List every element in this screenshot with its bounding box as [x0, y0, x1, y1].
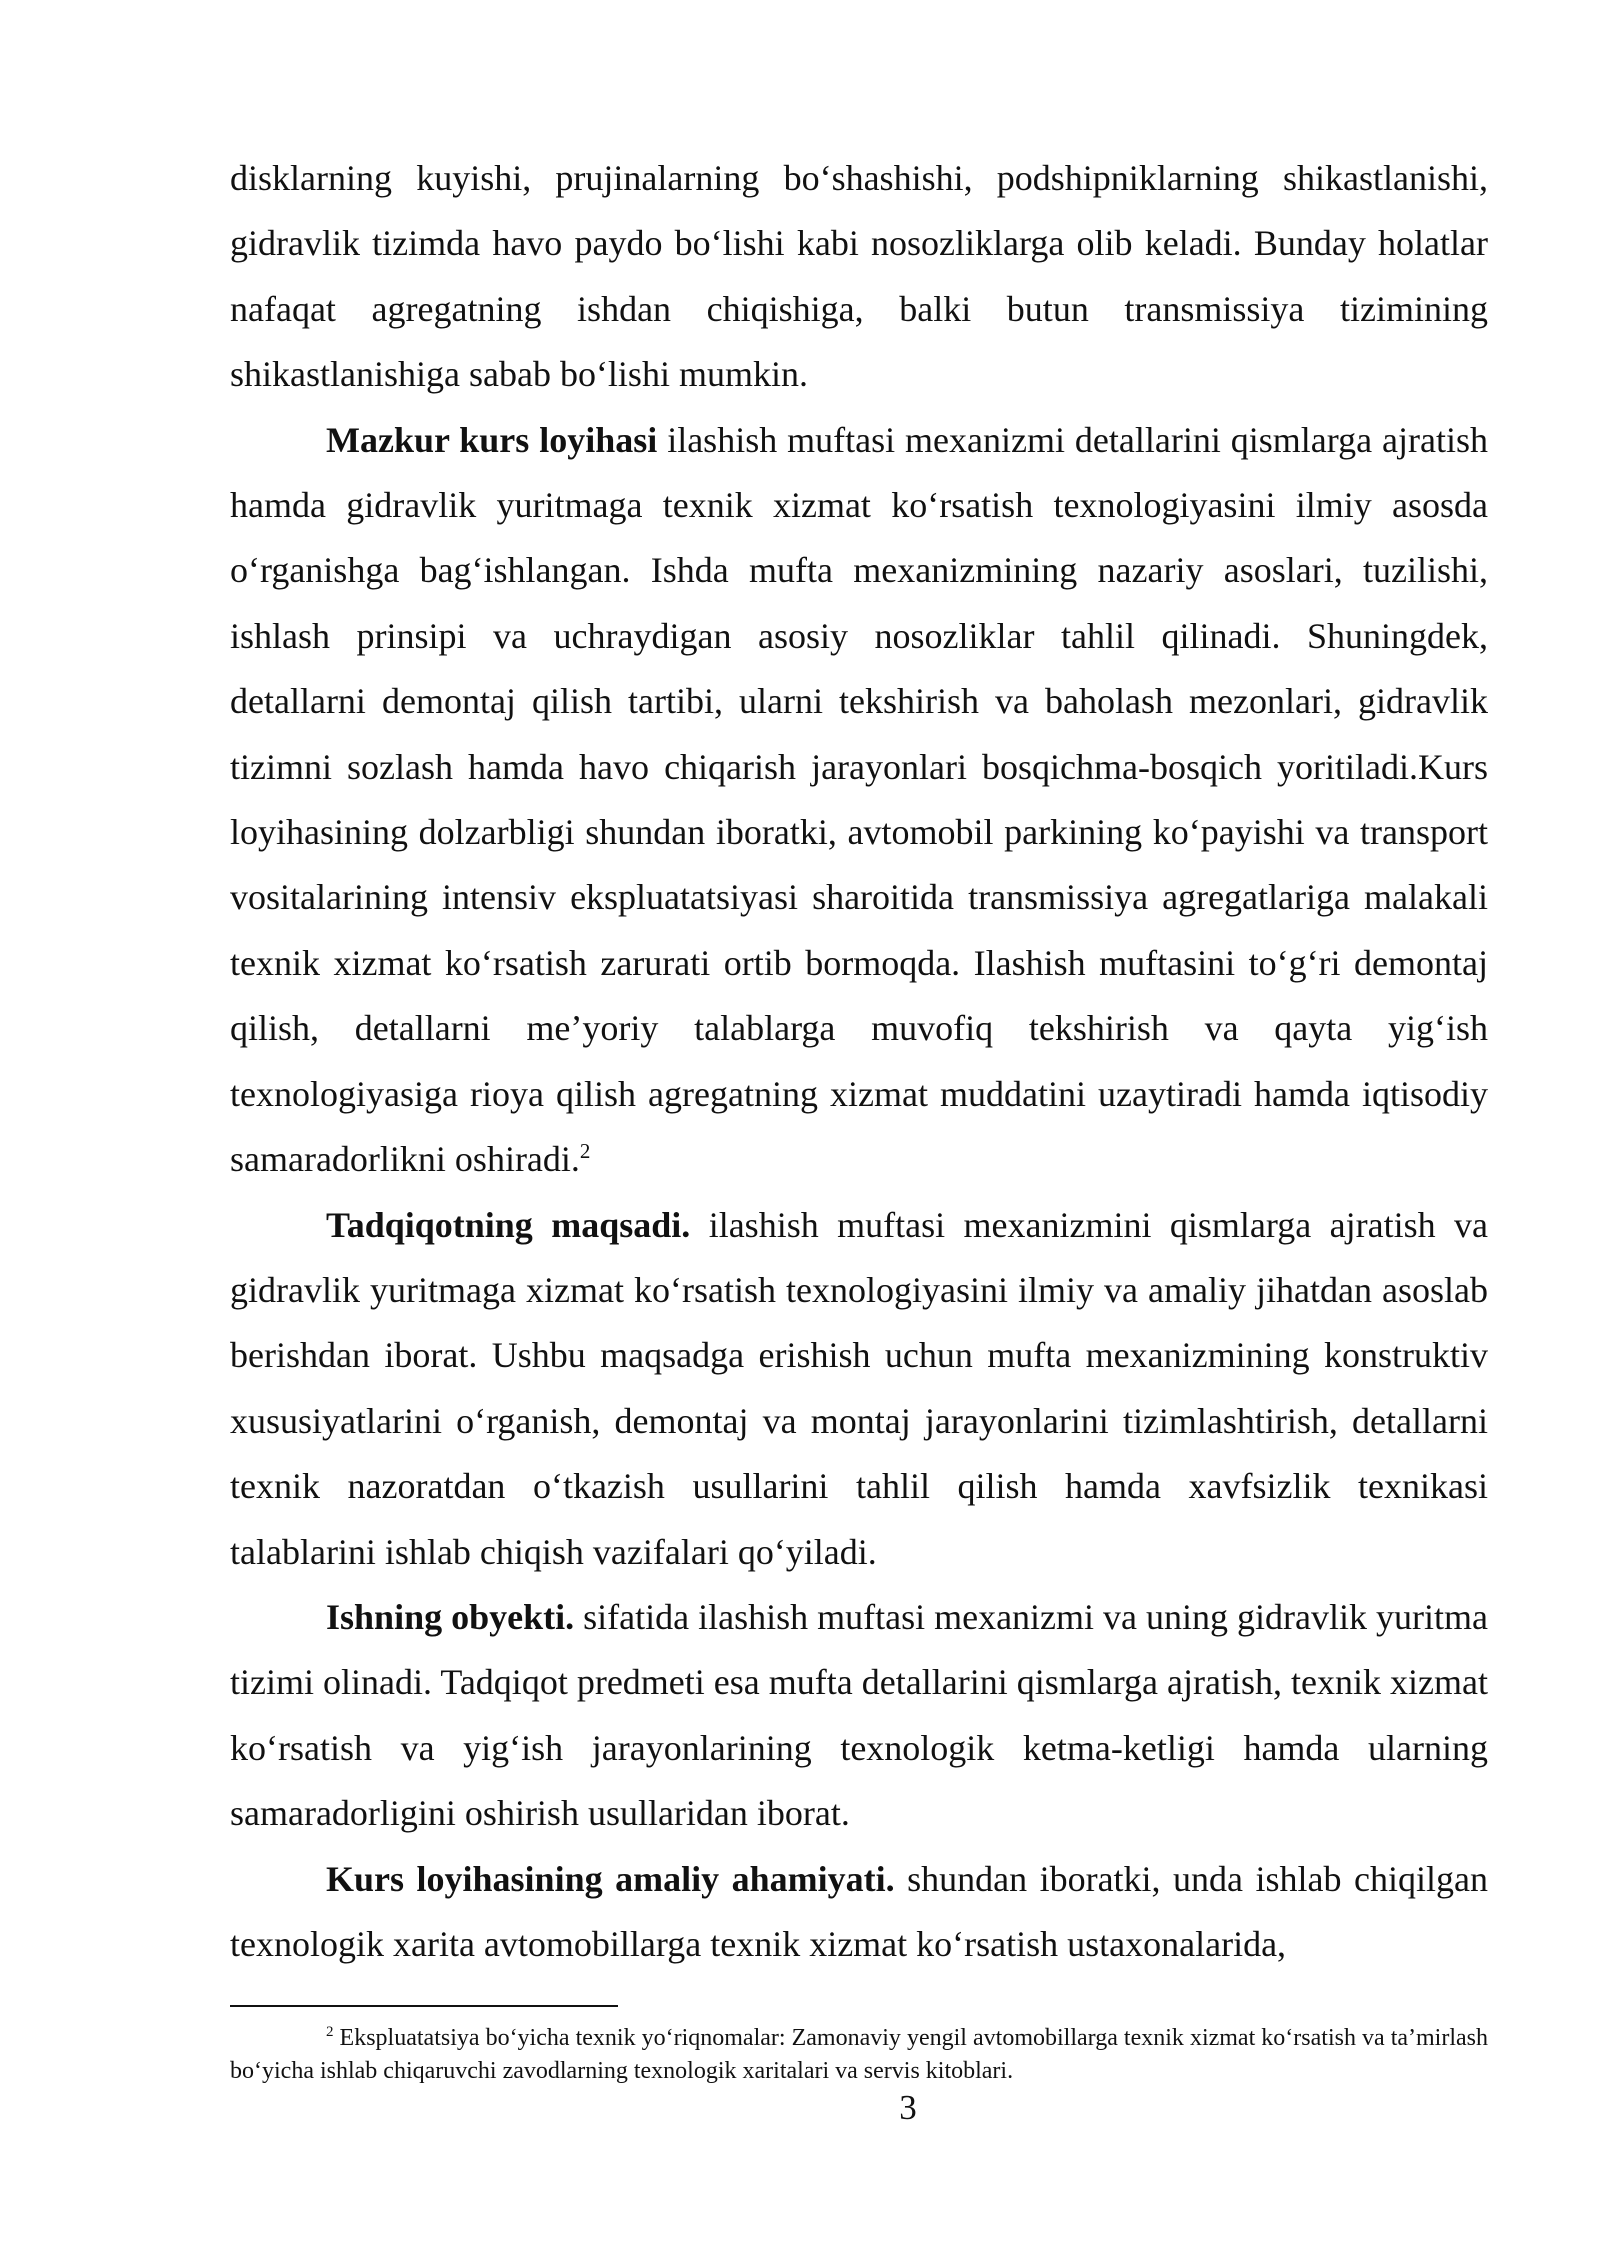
footnote-separator [230, 2005, 618, 2007]
paragraph-text: ilashish muftasi mexanizmini qismlarga ajratish va gidravlik yuritmaga xizmat koʻrsatish texnologiyasini ilmiy va amaliy jihatdan asoslab berishdan iborat. Ushbu maqsadga erishish uchun mufta mexanizmining konstruktiv xususiyatlarini oʻrganish, demontaj va montaj jarayonlarini tizimlashtirish, detallarni texnik nazoratdan oʻtkazish usullarini tahlil qilish hamda xavfsizlik texnikasi talablarini ishlab chiqish vazifalari qoʻyiladi. [230, 1204, 1488, 1572]
footnote-reference: 2 [579, 1139, 591, 1164]
paragraph-practical-significance [230, 1847, 1488, 1978]
footnote-text: Ekspluatatsiya boʻyicha texnik yoʻriqnomalar: Zamonaviy yengil avtomobillarga texnik xizmat koʻrsatish va taʼmirlash boʻyicha ishlab chiqaruvchi zavodlarning texnologik xaritalari va servis kitoblari. [230, 2025, 1488, 2084]
footnote [230, 2022, 1488, 2088]
page-number: 3 [899, 2088, 917, 2127]
paragraph-lead: Tadqiqotning maqsadi. [326, 1204, 691, 1245]
paragraph-research-goal [230, 1193, 1488, 1585]
paragraph-text: disklarning kuyishi, prujinalarning boʻshashishi, podshipniklarning shikastlanishi, gidravlik tizimda havo paydo boʻlishi kabi nosozliklarga olib keladi. Bunday holatlar nafaqat agregatning ishdan chiqishiga, balki butun transmissiya tizimining shikastlanishiga sabab boʻlishi mumkin. [230, 158, 1488, 395]
paragraph-lead: Kurs loyihasining amaliy ahamiyati. [326, 1858, 895, 1899]
paragraph-continuation [230, 146, 1488, 408]
paragraph-lead: Ishning obyekti. [326, 1596, 575, 1637]
paragraph-lead: Mazkur kurs loyihasi [326, 419, 658, 460]
paragraph-text: shundan iboratki, unda ishlab chiqilgan texnologik xarita avtomobillarga texnik xizmat koʻrsatish ustaxonalarida, [230, 1858, 1488, 1964]
paragraph-course-project [230, 408, 1488, 1193]
paragraph-text: ilashish muftasi mexanizmi detallarini qismlarga ajratish hamda gidravlik yuritmaga texnik xizmat koʻrsatish texnologiyasini ilmiy asosda oʻrganishga bagʻishlangan. Ishda mufta mexanizmining nazariy asoslari, tuzilishi, ishlash prinsipi va uchraydigan asosiy nosozliklar tahlil qilinadi. Shuningdek, detallarni demontaj qilish tartibi, ularni tekshirish va baholash mezonlari, gidravlik tizimni sozlash hamda havo chiqarish jarayonlari bosqichma-bosqich yoritiladi.Kurs loyihasining dolzarbligi shundan iboratki, avtomobil parkining koʻpayishi va transport vositalarining intensiv ekspluatatsiyasi sharoitida transmissiya agregatlariga malakali texnik xizmat koʻrsatish zarurati ortib bormoqda. Ilashish muftasini toʻgʻri demontaj qilish, detallarni meʼyoriy talablarga muvofiq tekshirish va qayta yigʻish texnologiyasiga rioya qilish agregatning xizmat muddatini uzaytiradi hamda iqtisodiy samaradorlikni oshiradi. [230, 419, 1488, 1180]
footnote-number: 2 [326, 2024, 334, 2040]
paragraph-work-object [230, 1585, 1488, 1847]
paragraph-text: sifatida ilashish muftasi mexanizmi va uning gidravlik yuritma tizimi olinadi. Tadqiqot predmeti esa mufta detallarini qismlarga ajratish, texnik xizmat koʻrsatish va yigʻish jarayonlarining texnologik ketma-ketligi hamda ularning samaradorligini oshirish usullaridan iborat. [230, 1596, 1488, 1834]
body-text [230, 146, 1488, 1977]
